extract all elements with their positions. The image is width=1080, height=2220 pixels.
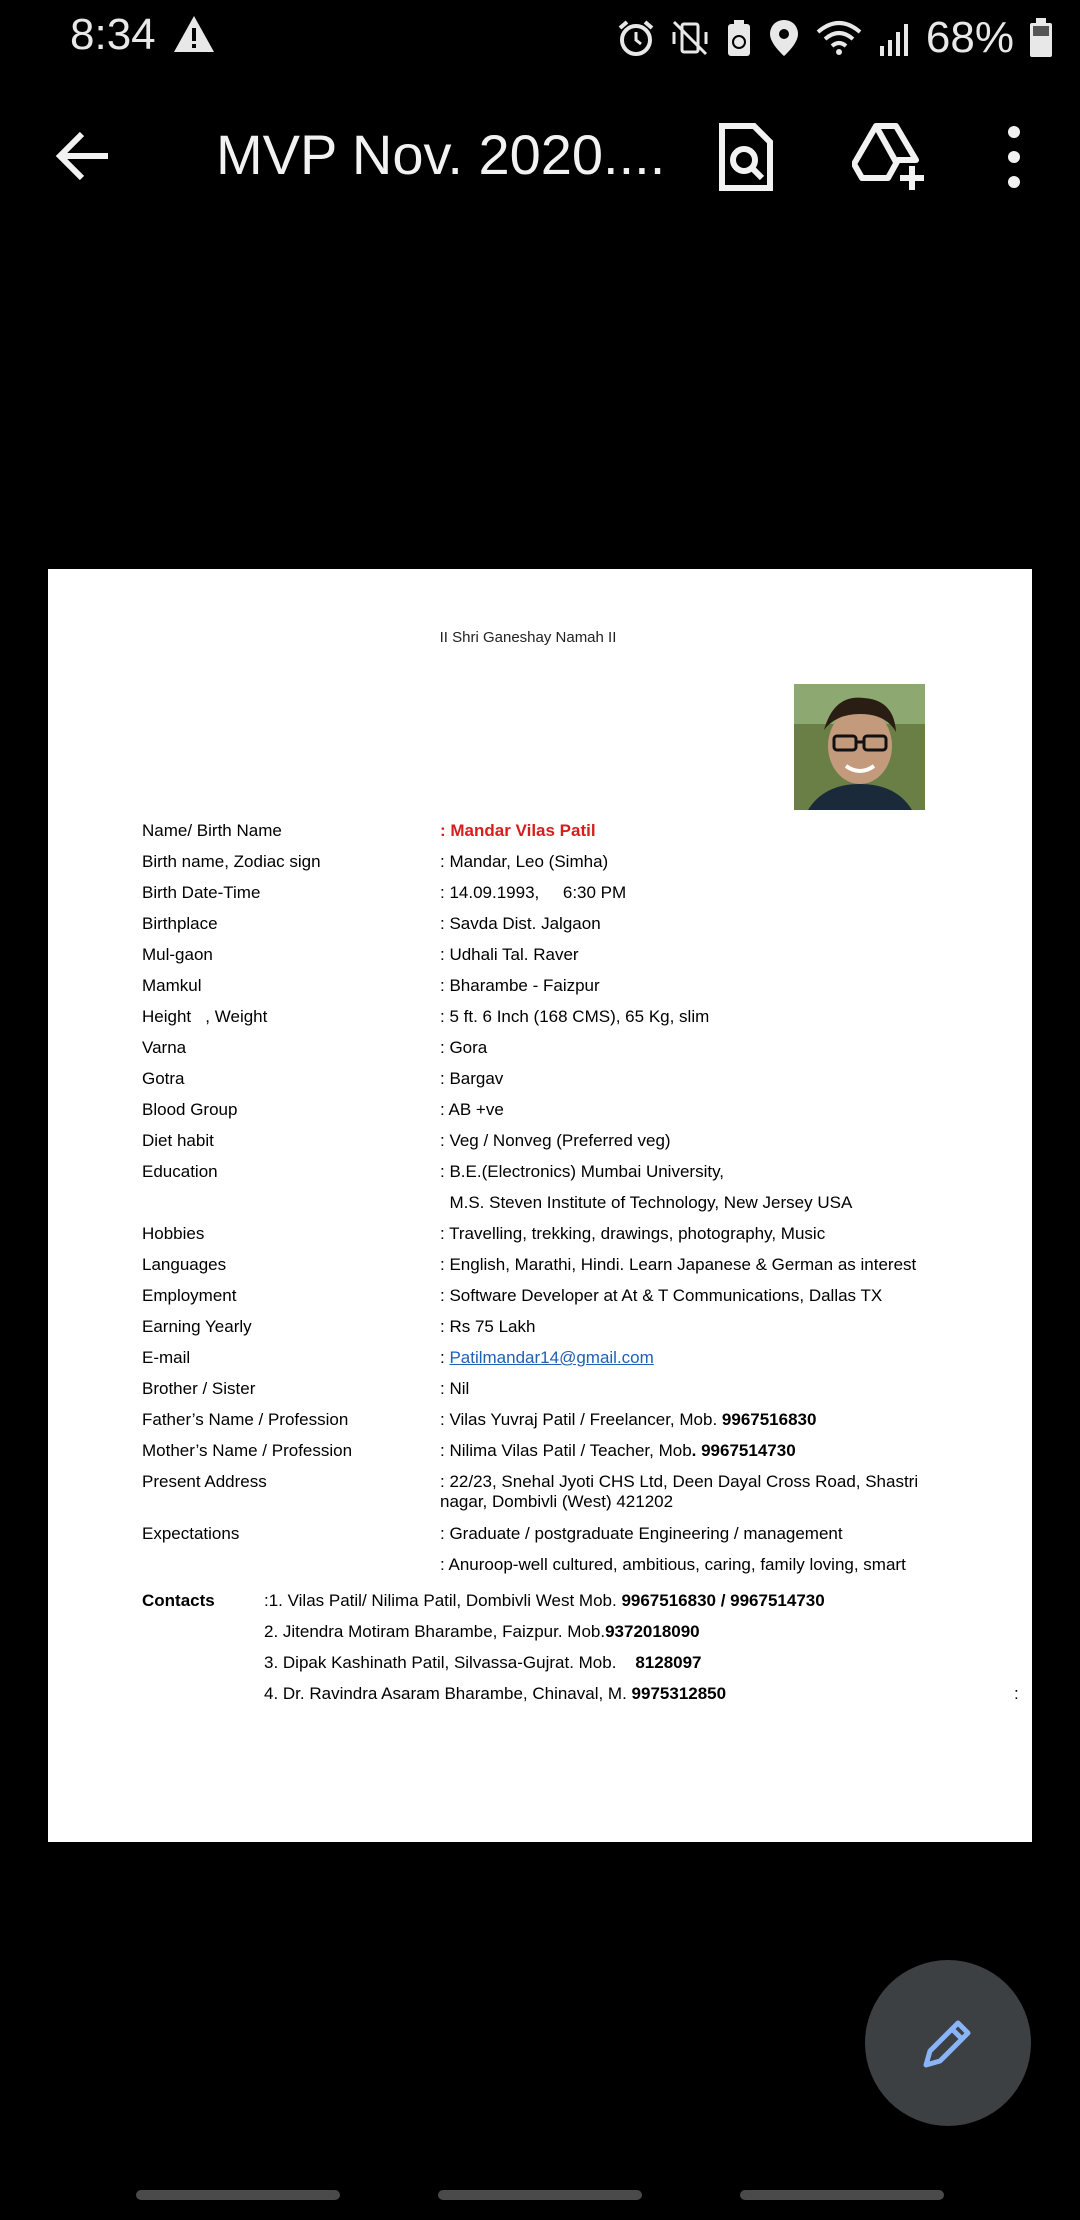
table-row: Present Address : 22/23, Snehal Jyoti CHS Ltd, Deen Dayal Cross Road, Shastri nagar, Dombivli (West) 421202	[142, 1472, 919, 1511]
table-row: Brother / Sister : Nil	[142, 1379, 470, 1398]
navigation-bar	[0, 2180, 1080, 2220]
status-time: 8:34	[70, 10, 156, 59]
table-row: Birth name, Zodiac sign : Mandar, Leo (Simha)	[142, 852, 609, 871]
location-icon	[768, 18, 800, 58]
table-row: Varna : Gora	[142, 1038, 488, 1057]
document-page[interactable]	[48, 569, 1032, 1842]
document-header: II Shri Ganeshay Namah II	[439, 629, 617, 646]
table-row: Name/ Birth Name : Mandar Vilas Patil	[142, 821, 596, 840]
table-row: M.S. Steven Institute of Technology, New Jersey USA	[440, 1193, 853, 1212]
alarm-icon	[616, 18, 656, 58]
table-row: Birthplace : Savda Dist. Jalgaon	[142, 914, 601, 933]
edit-button[interactable]	[865, 1960, 1031, 2126]
table-row: : Anuroop-well cultured, ambitious, caring, family loving, smart	[440, 1555, 906, 1574]
back-arrow-icon[interactable]	[52, 126, 116, 186]
table-row: Birth Date-Time : 14.09.1993, 6:30 PM	[142, 883, 627, 902]
contacts-section	[142, 1591, 1022, 1715]
list-item: Contacts :1. Vilas Patil/ Nilima Patil, Dombivli West Mob. 9967516830 / 9967514730	[142, 1591, 825, 1610]
warning-icon	[172, 14, 216, 54]
table-row: Father’s Name / Profession : Vilas Yuvraj Patil / Freelancer, Mob. 9967516830	[142, 1410, 817, 1429]
battery-saver-icon	[724, 18, 754, 58]
email-link[interactable]: Patilmandar14@gmail.com	[449, 1348, 654, 1367]
back-button[interactable]	[740, 2190, 944, 2200]
add-to-drive-icon[interactable]	[852, 122, 928, 192]
biodata-table	[142, 821, 1022, 1586]
battery-icon	[1028, 17, 1054, 59]
wifi-icon	[814, 18, 864, 58]
table-row: Mother’s Name / Profession : Nilima Vilas Patil / Teacher, Mob. 9967514730	[142, 1441, 796, 1460]
list-item: 4. Dr. Ravindra Asaram Bharambe, Chinaval, M. 9975312850 :	[264, 1684, 1019, 1703]
table-row: Employment : Software Developer at At & T Communications, Dallas TX	[142, 1286, 883, 1305]
table-row: Mul-gaon : Udhali Tal. Raver	[142, 945, 579, 964]
table-row: Height , Weight : 5 ft. 6 Inch (168 CMS), 65 Kg, slim	[142, 1007, 710, 1026]
signal-icon	[878, 18, 912, 58]
table-row: Earning Yearly : Rs 75 Lakh	[142, 1317, 536, 1336]
profile-photo	[794, 684, 925, 810]
home-button[interactable]	[438, 2190, 642, 2200]
table-row: E-mail : Patilmandar14@gmail.com	[142, 1348, 654, 1367]
list-item: 3. Dipak Kashinath Patil, Silvassa-Gujrat. Mob. 8128097	[264, 1653, 702, 1672]
list-item: 2. Jitendra Motiram Bharambe, Faizpur. Mob.9372018090	[264, 1622, 700, 1641]
status-bar	[0, 0, 1080, 76]
more-options-icon[interactable]	[996, 124, 1032, 190]
table-row: Gotra : Bargav	[142, 1069, 504, 1088]
table-row: Expectations : Graduate / postgraduate Engineering / management	[142, 1524, 843, 1543]
table-row: Hobbies : Travelling, trekking, drawings, photography, Music	[142, 1224, 826, 1243]
pencil-icon	[918, 2013, 978, 2073]
table-row: Languages : English, Marathi, Hindi. Learn Japanese & German as interest	[142, 1255, 917, 1274]
contacts-label: Contacts	[142, 1591, 215, 1610]
table-row: Diet habit : Veg / Nonveg (Preferred veg)	[142, 1131, 671, 1150]
table-row: Mamkul : Bharambe - Faizpur	[142, 976, 600, 995]
status-icons	[616, 10, 1054, 66]
table-row: Education : B.E.(Electronics) Mumbai University,	[142, 1162, 725, 1181]
find-in-page-icon[interactable]	[712, 122, 778, 192]
profile-photo-image	[794, 684, 925, 810]
document-title: MVP Nov. 2020....	[216, 123, 666, 186]
vibrate-mute-icon	[670, 18, 710, 58]
app-bar	[0, 100, 1080, 212]
recents-button[interactable]	[136, 2190, 340, 2200]
table-row: Blood Group : AB +ve	[142, 1100, 504, 1119]
battery-percent: 68%	[925, 13, 1014, 62]
